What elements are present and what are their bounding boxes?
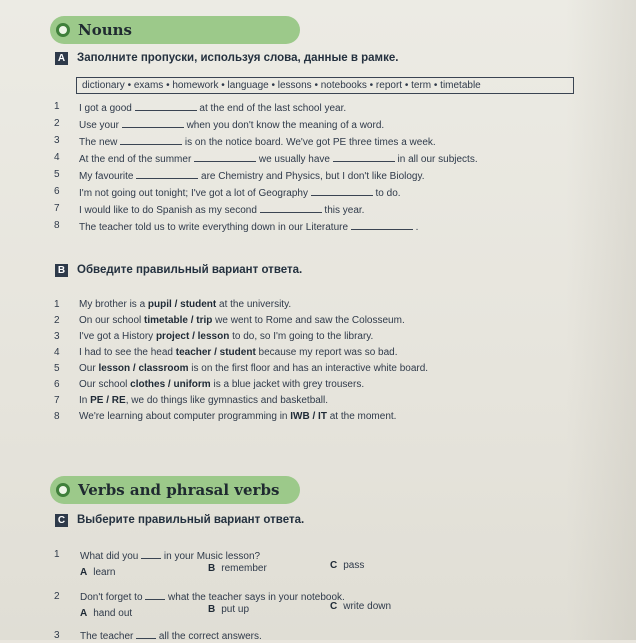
option-a[interactable]: A hand out bbox=[80, 608, 133, 619]
option-c[interactable]: C pass bbox=[330, 560, 365, 571]
answer-blank[interactable] bbox=[136, 629, 156, 639]
item-number: 4 bbox=[54, 347, 60, 358]
section-c-instruction: Выберите правильный вариант ответа. bbox=[77, 514, 305, 526]
choice-options[interactable]: timetable / trip bbox=[144, 315, 213, 326]
list-item: The teacher all the correct answers. bbox=[80, 631, 262, 642]
item-number: 3 bbox=[54, 135, 60, 146]
section-a-letter: A bbox=[55, 52, 68, 65]
page-edge-shadow bbox=[566, 0, 636, 640]
list-item: Use your when you don't know the meaning of a word. bbox=[79, 120, 385, 131]
answer-blank[interactable] bbox=[260, 203, 322, 213]
answer-blank[interactable] bbox=[141, 549, 161, 559]
item-number: 5 bbox=[54, 363, 60, 374]
option-b[interactable]: B put up bbox=[208, 604, 250, 615]
item-number: 7 bbox=[54, 395, 60, 406]
item-number: 1 bbox=[54, 299, 60, 310]
choice-options[interactable]: pupil / student bbox=[147, 299, 217, 310]
bullet-circle-icon bbox=[56, 23, 70, 37]
nouns-title: Nouns bbox=[78, 21, 132, 39]
list-item: On our school timetable / trip we went to Rome and saw the Colosseum. bbox=[79, 315, 405, 326]
item-number: 1 bbox=[54, 101, 60, 112]
answer-blank[interactable] bbox=[145, 590, 165, 600]
answer-blank[interactable] bbox=[311, 186, 373, 196]
item-number: 1 bbox=[54, 549, 60, 560]
list-item: I'm not going out tonight; I've got a lot of Geography to do. bbox=[79, 188, 401, 199]
section-a-instruction: Заполните пропуски, используя слова, данные в рамке. bbox=[77, 52, 399, 64]
option-a[interactable]: A learn bbox=[80, 567, 116, 578]
list-item: Our school clothes / uniform is a blue jacket with grey trousers. bbox=[79, 379, 365, 390]
list-item: We're learning about computer programming in IWB / IT at the moment. bbox=[79, 411, 397, 422]
list-item: My brother is a pupil / student at the university. bbox=[79, 299, 292, 310]
list-item: I got a good at the end of the last school year. bbox=[79, 103, 347, 114]
choice-options[interactable]: clothes / uniform bbox=[130, 379, 211, 390]
item-number: 2 bbox=[54, 315, 60, 326]
option-b[interactable]: B remember bbox=[208, 563, 267, 574]
answer-blank[interactable] bbox=[122, 118, 184, 128]
bullet-circle-icon bbox=[56, 483, 70, 497]
nouns-header bbox=[50, 16, 300, 44]
word-box bbox=[76, 77, 574, 94]
choice-options[interactable]: lesson / classroom bbox=[98, 363, 189, 374]
answer-blank[interactable] bbox=[120, 135, 182, 145]
word-list: dictionary • exams • homework • language • lessons • notebooks • report • term • timetable bbox=[82, 80, 481, 91]
list-item: The new is on the notice board. We've got PE three times a week. bbox=[79, 137, 436, 148]
item-number: 8 bbox=[54, 411, 60, 422]
item-number: 6 bbox=[54, 379, 60, 390]
section-c-letter: C bbox=[55, 514, 68, 527]
list-item: In PE / RE, we do things like gymnastics and basketball. bbox=[79, 395, 329, 406]
list-item: Don't forget to what the teacher says in your notebook. bbox=[80, 592, 345, 603]
answer-blank[interactable] bbox=[136, 169, 198, 179]
item-number: 8 bbox=[54, 220, 60, 231]
item-number: 4 bbox=[54, 152, 60, 163]
item-number: 3 bbox=[54, 331, 60, 342]
answer-blank[interactable] bbox=[333, 152, 395, 162]
answer-blank[interactable] bbox=[351, 220, 413, 230]
item-number: 6 bbox=[54, 186, 60, 197]
list-item: The teacher told us to write everything down in our Literature . bbox=[79, 222, 419, 233]
choice-options[interactable]: teacher / student bbox=[175, 347, 256, 358]
verbs-title: Verbs and phrasal verbs bbox=[78, 481, 280, 499]
list-item: I've got a History project / lesson to do, so I'm going to the library. bbox=[79, 331, 374, 342]
item-number: 3 bbox=[54, 630, 60, 641]
list-item: At the end of the summer we usually have in all our subjects. bbox=[79, 154, 478, 165]
list-item: I had to see the head teacher / student because my report was so bad. bbox=[79, 347, 398, 358]
answer-blank[interactable] bbox=[135, 101, 197, 111]
list-item: Our lesson / classroom is on the first floor and has an interactive white board. bbox=[79, 363, 429, 374]
list-item: I would like to do Spanish as my second this year. bbox=[79, 205, 365, 216]
item-number: 2 bbox=[54, 591, 60, 602]
item-number: 5 bbox=[54, 169, 60, 180]
list-item: What did you in your Music lesson? bbox=[80, 551, 261, 562]
verbs-header bbox=[50, 476, 300, 504]
choice-options[interactable]: IWB / IT bbox=[290, 411, 327, 422]
item-number: 2 bbox=[54, 118, 60, 129]
choice-options[interactable]: project / lesson bbox=[155, 331, 230, 342]
section-b-instruction: Обведите правильный вариант ответа. bbox=[77, 264, 303, 276]
list-item: My favourite are Chemistry and Physics, but I don't like Biology. bbox=[79, 171, 425, 182]
choice-options[interactable]: PE / RE bbox=[90, 395, 126, 406]
option-c[interactable]: C write down bbox=[330, 601, 392, 612]
item-number: 7 bbox=[54, 203, 60, 214]
section-b-letter: B bbox=[55, 264, 68, 277]
answer-blank[interactable] bbox=[194, 152, 256, 162]
